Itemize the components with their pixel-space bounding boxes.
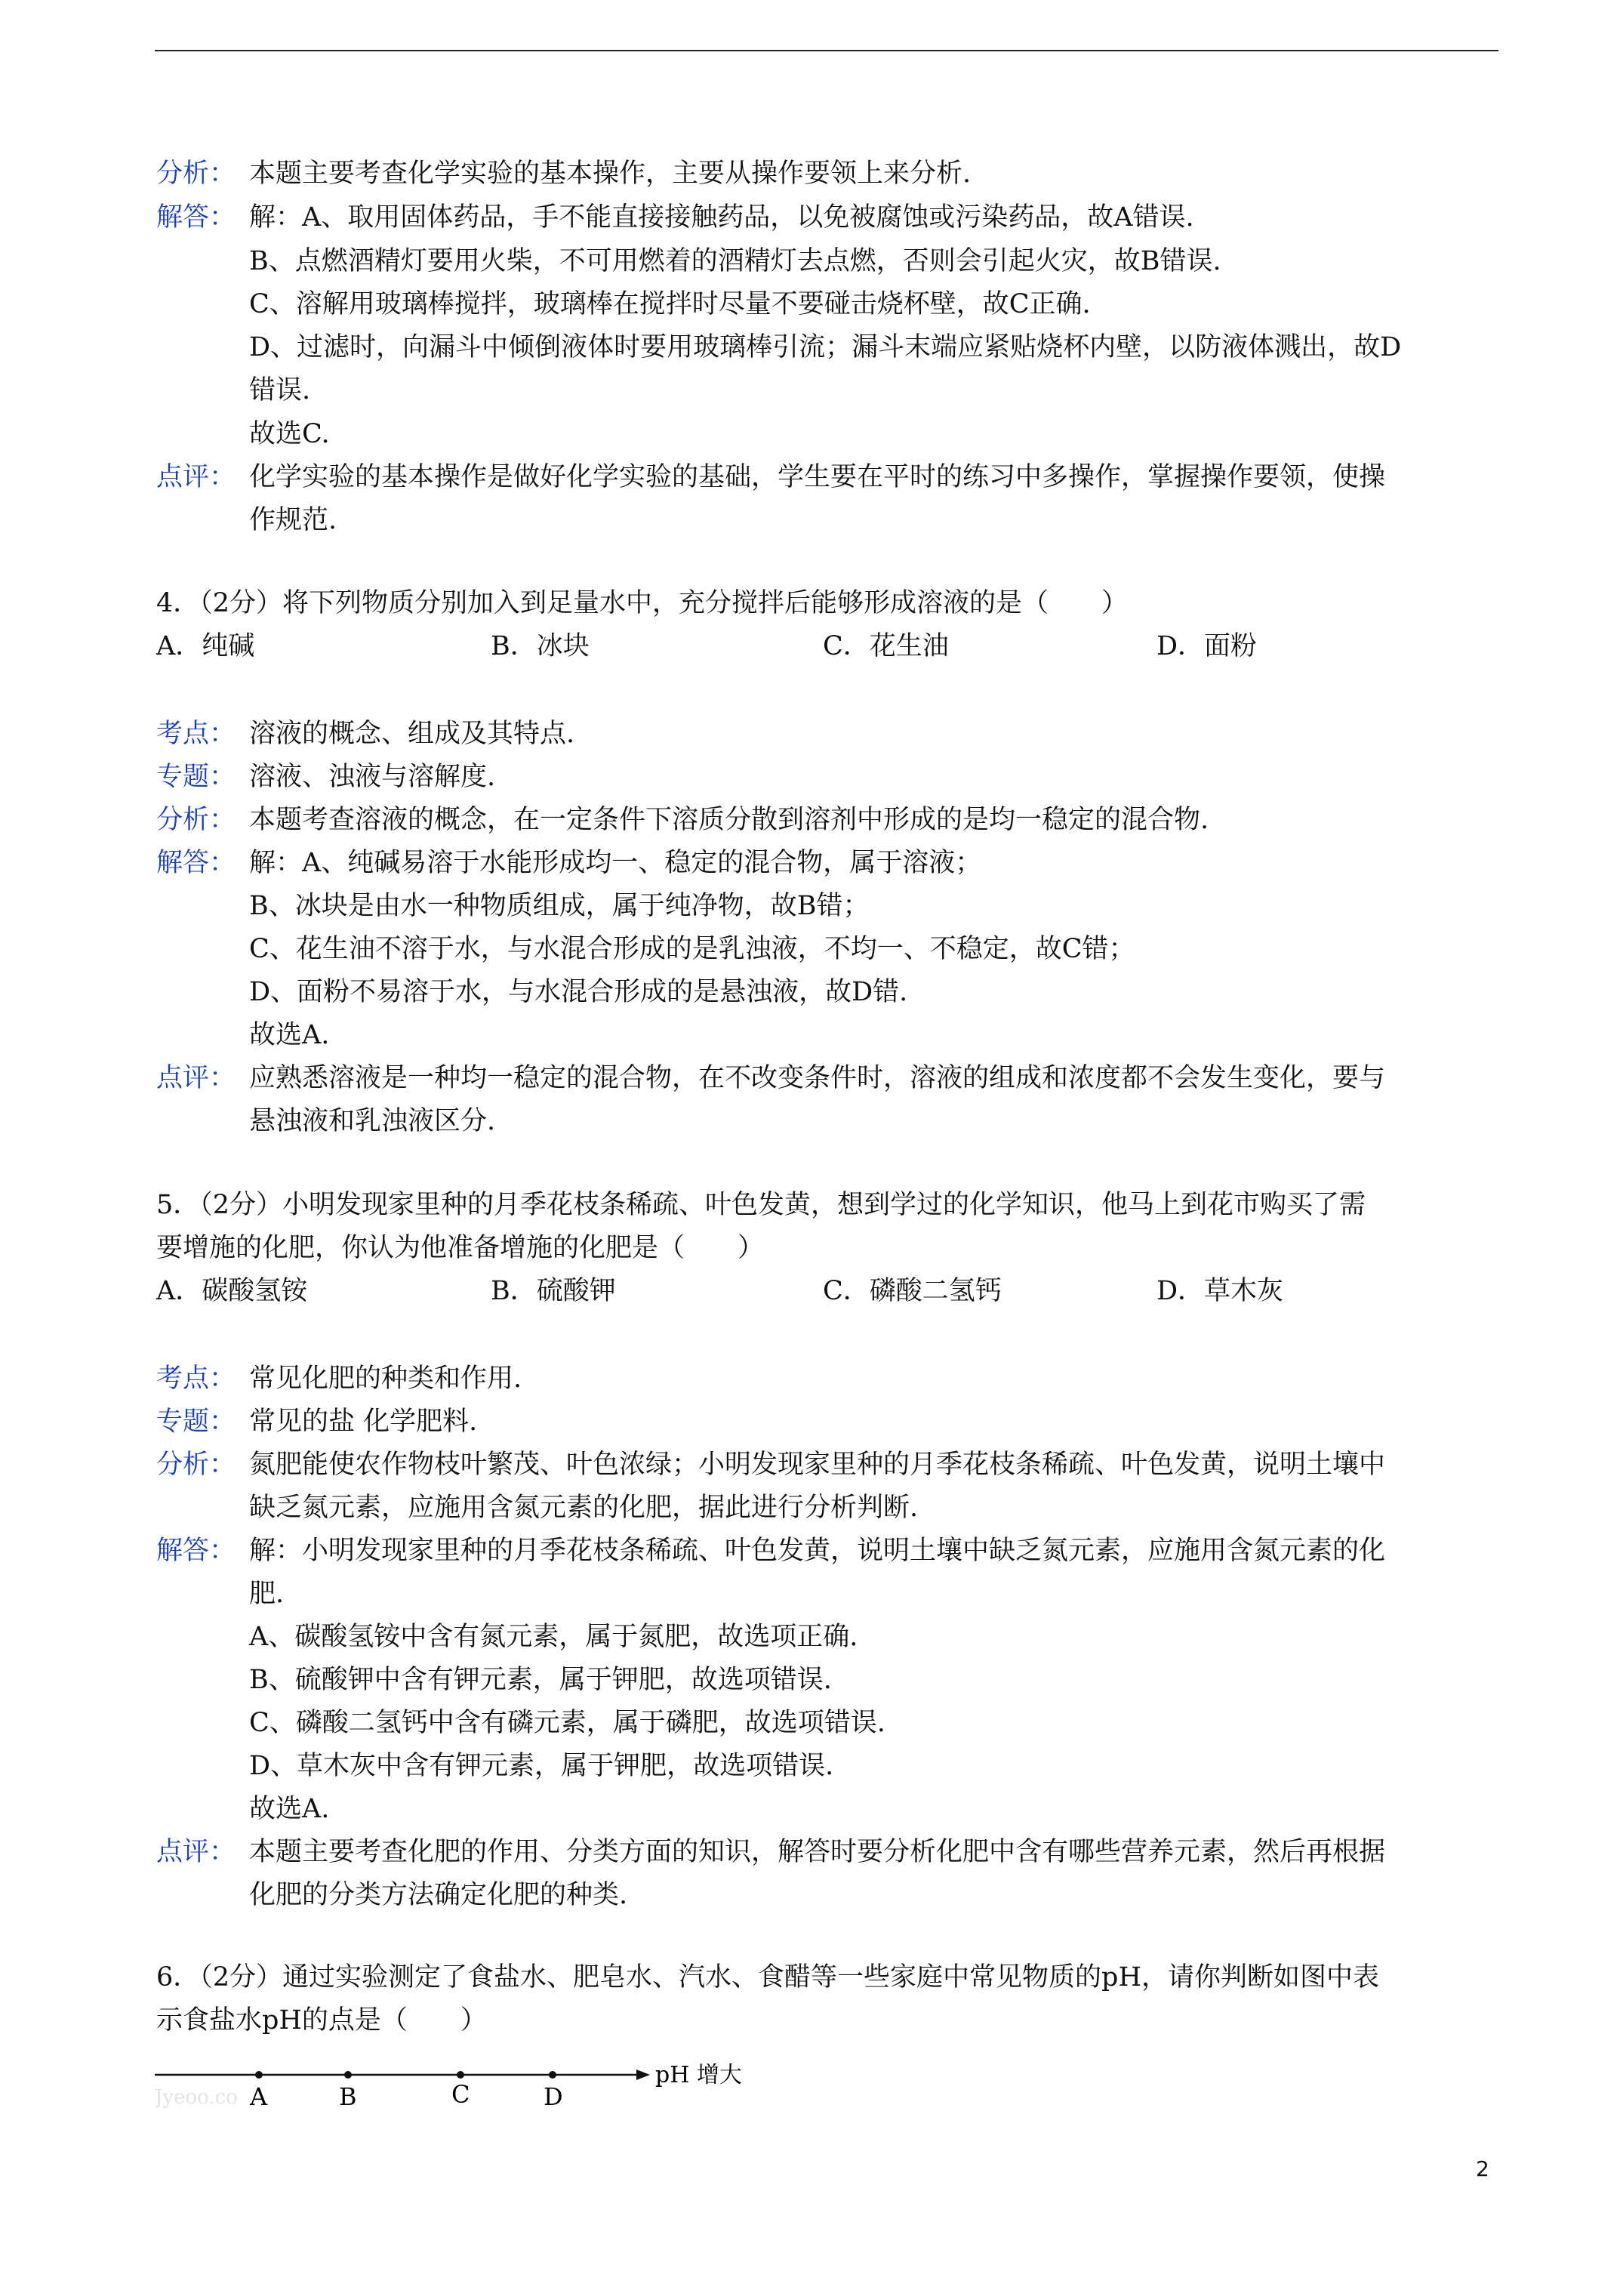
q4-answer-line: B、冰块是由水一种物质组成，属于纯净物，故B错；: [249, 891, 870, 921]
header-rule: [155, 50, 1498, 51]
page-number: 2: [1476, 2156, 1489, 2181]
q5-option-d: D．草木灰: [1156, 1276, 1284, 1306]
q4-zhuanti: 溶液、浊液与溶解度.: [249, 762, 496, 792]
q4-kaodian: 溶液的概念、组成及其特点.: [249, 719, 575, 749]
q5-answer-label: 解答：: [156, 1536, 236, 1566]
ph-number-line-svg: [155, 2048, 759, 2116]
q4-option-a: A．纯碱: [156, 631, 255, 661]
q5-answer-line: A、碳酸氢铵中含有氮元素，属于氮肥，故选项正确.: [249, 1622, 858, 1652]
q4-answer-line: C、花生油不溶于水，与水混合形成的是乳浊液，不均一、不稳定，故C错；: [249, 934, 1135, 964]
q3-answer-line: 解：A、取用固体药品，手不能直接接触药品，以免被腐蚀或污染药品，故A错误.: [249, 202, 1194, 233]
q3-answer-line: 错误.: [249, 375, 311, 405]
q4-answer-line: 故选A.: [249, 1020, 330, 1050]
q3-answer-line: B、点燃酒精灯要用火柴，不可用燃着的酒精灯去点燃，否则会引起火灾，故B错误.: [249, 246, 1221, 276]
point-d-dot: [549, 2071, 556, 2079]
q5-option-b: B．硫酸钾: [491, 1276, 616, 1306]
q5-answer-line: 故选A.: [249, 1794, 330, 1824]
q5-answer-line: B、硫酸钾中含有钾元素，属于钾肥，故选项错误.: [249, 1665, 832, 1695]
point-b-dot: [344, 2071, 352, 2079]
q5-analysis-label: 分析：: [156, 1450, 236, 1480]
watermark: Jyeoo.co: [155, 2086, 238, 2109]
q5-comment-line: 本题主要考查化肥的作用、分类方面的知识，解答时要分析化肥中含有哪些营养元素，然后再根据: [249, 1837, 1386, 1867]
q5-comment-label: 点评：: [156, 1837, 236, 1867]
q4-zhuanti-label: 专题：: [156, 762, 236, 792]
q5-zhuanti-label: 专题：: [156, 1407, 236, 1437]
q3-answer-label: 解答：: [156, 202, 236, 233]
q5-analysis-line: 缺乏氮元素，应施用含氮元素的化肥，据此进行分析判断.: [249, 1493, 919, 1523]
axis-arrowhead: [636, 2069, 650, 2080]
q5-answer-line: 肥.: [249, 1579, 285, 1609]
point-d-label: D: [544, 2082, 563, 2111]
q4-analysis: 本题考查溶液的概念，在一定条件下溶质分散到溶剂中形成的是均一稳定的混合物.: [249, 805, 1209, 835]
point-c-label: C: [451, 2080, 470, 2109]
q5-answer-line: C、磷酸二氢钙中含有磷元素，属于磷肥，故选项错误.: [249, 1708, 885, 1738]
q5-option-c: C．磷酸二氢钙: [823, 1276, 1002, 1306]
q5-answer-line: 解：小明发现家里种的月季花枝条稀疏、叶色发黄，说明土壤中缺乏氮元素，应施用含氮元素的化: [249, 1536, 1386, 1566]
q4-kaodian-label: 考点：: [156, 719, 236, 749]
point-c-dot: [457, 2071, 464, 2079]
q4-comment-label: 点评：: [156, 1063, 236, 1093]
q4-comment-line: 应熟悉溶液是一种均一稳定的混合物，在不改变条件时，溶液的组成和浓度都不会发生变化，要与: [249, 1063, 1386, 1093]
q5-analysis-line: 氮肥能使农作物枝叶繁茂、叶色浓绿；小明发现家里种的月季花枝条稀疏、叶色发黄，说明土壤中: [249, 1450, 1386, 1480]
point-b-label: B: [339, 2082, 357, 2111]
q3-comment-line: 化学实验的基本操作是做好化学实验的基础，学生要在平时的练习中多操作，掌握操作要领，使操: [249, 462, 1386, 492]
q5-comment-line: 化肥的分类方法确定化肥的种类.: [249, 1880, 628, 1910]
q3-comment-label: 点评：: [156, 462, 236, 492]
q3-answer-line: D、过滤时，向漏斗中倾倒液体时要用玻璃棒引流；漏斗末端应紧贴烧杯内壁，以防液体溅出，故D: [249, 332, 1402, 362]
ph-number-line: [155, 2048, 759, 2116]
q4-analysis-label: 分析：: [156, 805, 236, 835]
q4-answer-line: D、面粉不易溶于水，与水混合形成的是悬浊液，故D错.: [249, 977, 908, 1007]
q5-option-a: A．碳酸氢铵: [156, 1276, 308, 1306]
q4-comment-line: 悬浊液和乳浊液区分.: [249, 1106, 496, 1136]
q4-answer-label: 解答：: [156, 848, 236, 878]
q6-stem-line: 6．（2分）通过实验测定了食盐水、肥皂水、汽水、食醋等一些家庭中常见物质的pH，请你判断如图中表: [156, 1962, 1379, 1992]
q5-answer-line: D、草木灰中含有钾元素，属于钾肥，故选项错误.: [249, 1751, 834, 1781]
q3-analysis: 本题主要考查化学实验的基本操作，主要从操作要领上来分析.: [249, 159, 972, 189]
q4-answer-line: 解：A、纯碱易溶于水能形成均一、稳定的混合物，属于溶液；: [249, 848, 982, 878]
q5-kaodian-label: 考点：: [156, 1364, 236, 1394]
q5-zhuanti: 常见的盐 化学肥料.: [249, 1407, 478, 1437]
q5-stem-line: 5．（2分）小明发现家里种的月季花枝条稀疏、叶色发黄，想到学过的化学知识，他马上到花市购买了需: [156, 1190, 1366, 1220]
q3-analysis-label: 分析：: [156, 159, 236, 189]
point-a-dot: [255, 2071, 263, 2079]
q3-answer-line: C、溶解用玻璃棒搅拌，玻璃棒在搅拌时尽量不要碰击烧杯壁，故C正确.: [249, 289, 1091, 319]
q3-answer-line: 故选C.: [249, 419, 330, 449]
q3-comment-line: 作规范.: [249, 505, 337, 535]
q5-stem-line: 要增施的化肥，你认为他准备增施的化肥是（ ）: [156, 1233, 765, 1263]
ph-increase-label: pH 增大: [655, 2062, 742, 2088]
q4-stem: 4．（2分）将下列物质分别加入到足量水中，充分搅拌后能够形成溶液的是（ ）: [156, 588, 1129, 618]
q4-option-b: B．冰块: [491, 631, 590, 661]
q6-stem-line: 示食盐水pH的点是（ ）: [156, 2005, 487, 2036]
point-a-label: A: [250, 2082, 268, 2111]
q5-kaodian: 常见化肥的种类和作用.: [249, 1364, 522, 1394]
q4-option-d: D．面粉: [1156, 631, 1258, 661]
q4-option-c: C．花生油: [823, 631, 949, 661]
